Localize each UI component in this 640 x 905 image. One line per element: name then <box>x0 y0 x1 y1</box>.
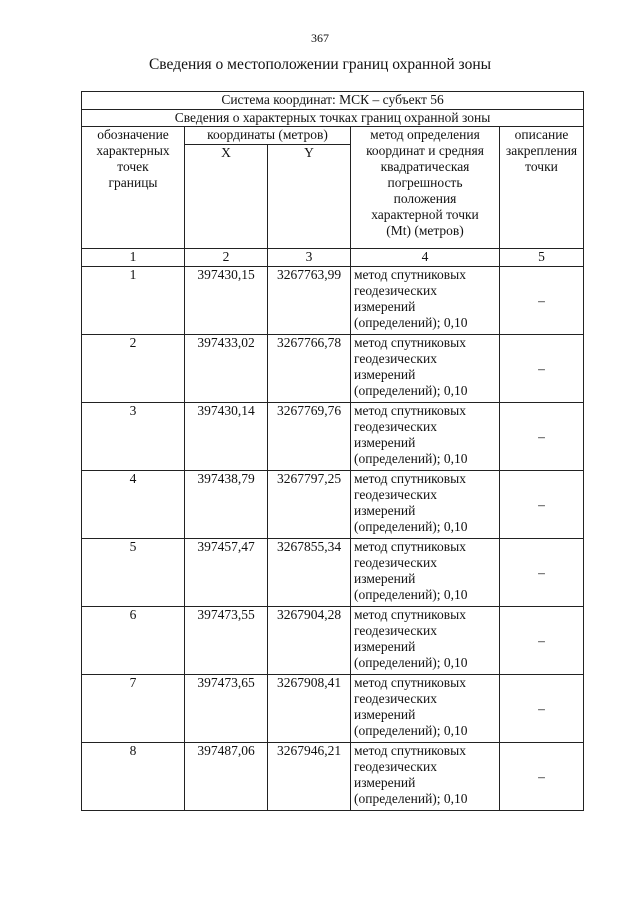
header-method-line: квадратическая <box>380 159 470 174</box>
coord-x: 397430,15 <box>185 267 268 335</box>
column-number: 1 <box>82 249 185 267</box>
method-line: метод спутниковых <box>354 675 466 690</box>
method-line: геодезических <box>354 419 437 434</box>
header-method-line: положения <box>393 191 457 206</box>
header-method-line: метод определения <box>370 127 480 142</box>
method-line: метод спутниковых <box>354 743 466 758</box>
point-id: 4 <box>82 471 185 539</box>
header-description-line: точки <box>525 159 558 174</box>
point-id: 5 <box>82 539 185 607</box>
coord-x: 397473,55 <box>185 607 268 675</box>
column-number-row <box>82 249 584 267</box>
header-coordinates: координаты (метров) <box>185 127 351 145</box>
method-line: измерений <box>354 367 416 382</box>
coord-y: 3267763,99 <box>268 267 351 335</box>
method-line: геодезических <box>354 351 437 366</box>
method-line: (определений); 0,10 <box>354 315 468 330</box>
boundary-points-table <box>81 91 584 811</box>
description-dash: – <box>500 743 584 811</box>
method-cell <box>351 539 500 607</box>
table-row <box>82 675 584 743</box>
method-cell <box>351 335 500 403</box>
method-line: (определений); 0,10 <box>354 451 468 466</box>
table-row <box>82 743 584 811</box>
method-line: метод спутниковых <box>354 471 466 486</box>
document-title: Сведения о местоположении границ охранной зоны <box>148 56 492 73</box>
description-dash: – <box>500 607 584 675</box>
method-cell <box>351 607 500 675</box>
header-designation-line: точек <box>117 159 149 174</box>
table-row <box>82 471 584 539</box>
description-dash: – <box>500 403 584 471</box>
table-row <box>82 267 584 335</box>
coord-y: 3267769,76 <box>268 403 351 471</box>
method-cell <box>351 743 500 811</box>
coord-x: 397473,65 <box>185 675 268 743</box>
header-description-line: закрепления <box>505 143 578 158</box>
method-line: (определений); 0,10 <box>354 723 468 738</box>
method-line: геодезических <box>354 555 437 570</box>
point-rows <box>82 267 584 811</box>
coord-y: 3267855,34 <box>268 539 351 607</box>
method-cell <box>351 403 500 471</box>
method-line: (определений); 0,10 <box>354 791 468 806</box>
coordinate-system: Система координат: МСК – субъект 56 <box>82 92 584 110</box>
table-row <box>82 607 584 675</box>
method-line: (определений); 0,10 <box>354 519 468 534</box>
header-description-line: описание <box>514 127 569 142</box>
header-x: X <box>185 145 268 249</box>
method-line: геодезических <box>354 759 437 774</box>
method-line: (определений); 0,10 <box>354 587 468 602</box>
method-line: измерений <box>354 503 416 518</box>
header-designation-line: границы <box>108 175 158 190</box>
header-designation-line: характерных <box>96 143 170 158</box>
description-dash: – <box>500 471 584 539</box>
method-line: измерений <box>354 707 416 722</box>
column-number: 4 <box>351 249 500 267</box>
table-subtitle: Сведения о характерных точках границ охранной зоны <box>82 110 584 127</box>
description-dash: – <box>500 335 584 403</box>
coord-y: 3267904,28 <box>268 607 351 675</box>
coord-y: 3267797,25 <box>268 471 351 539</box>
method-line: геодезических <box>354 487 437 502</box>
method-cell <box>351 471 500 539</box>
description-dash: – <box>500 539 584 607</box>
method-line: (определений); 0,10 <box>354 383 468 398</box>
page-number: 367 <box>311 31 329 45</box>
point-id: 1 <box>82 267 185 335</box>
column-number: 2 <box>185 249 268 267</box>
method-line: измерений <box>354 639 416 654</box>
coord-x: 397430,14 <box>185 403 268 471</box>
table-row <box>82 539 584 607</box>
point-id: 2 <box>82 335 185 403</box>
subtitle-row <box>82 110 584 127</box>
method-line: геодезических <box>354 283 437 298</box>
method-line: (определений); 0,10 <box>354 655 468 670</box>
method-line: измерений <box>354 435 416 450</box>
method-line: геодезических <box>354 691 437 706</box>
description-dash: – <box>500 267 584 335</box>
header-method-line: координат и средняя <box>366 143 484 158</box>
header-method-line: (Mt) (метров) <box>386 223 464 238</box>
method-cell <box>351 267 500 335</box>
coord-y: 3267946,21 <box>268 743 351 811</box>
coord-y: 3267908,41 <box>268 675 351 743</box>
method-line: геодезических <box>354 623 437 638</box>
coordinate-system-row <box>82 92 584 110</box>
point-id: 7 <box>82 675 185 743</box>
header-method-line: погрешность <box>387 175 463 190</box>
coord-x: 397433,02 <box>185 335 268 403</box>
header-y: Y <box>268 145 351 249</box>
column-number: 3 <box>268 249 351 267</box>
header-method-line: характерной точки <box>371 207 479 222</box>
method-line: измерений <box>354 571 416 586</box>
method-line: метод спутниковых <box>354 539 466 554</box>
method-line: метод спутниковых <box>354 267 466 282</box>
coord-x: 397438,79 <box>185 471 268 539</box>
header-description <box>500 127 584 249</box>
method-line: измерений <box>354 299 416 314</box>
table-row <box>82 335 584 403</box>
coord-x: 397487,06 <box>185 743 268 811</box>
point-id: 6 <box>82 607 185 675</box>
coord-y: 3267766,78 <box>268 335 351 403</box>
method-cell <box>351 675 500 743</box>
header-method <box>351 127 500 249</box>
point-id: 8 <box>82 743 185 811</box>
method-line: метод спутниковых <box>354 335 466 350</box>
header-designation-line: обозначение <box>97 127 169 142</box>
method-line: метод спутниковых <box>354 607 466 622</box>
method-line: метод спутниковых <box>354 403 466 418</box>
header-row <box>82 127 584 145</box>
point-id: 3 <box>82 403 185 471</box>
column-number: 5 <box>500 249 584 267</box>
coord-x: 397457,47 <box>185 539 268 607</box>
method-line: измерений <box>354 775 416 790</box>
description-dash: – <box>500 675 584 743</box>
header-designation <box>82 127 185 249</box>
table-row <box>82 403 584 471</box>
